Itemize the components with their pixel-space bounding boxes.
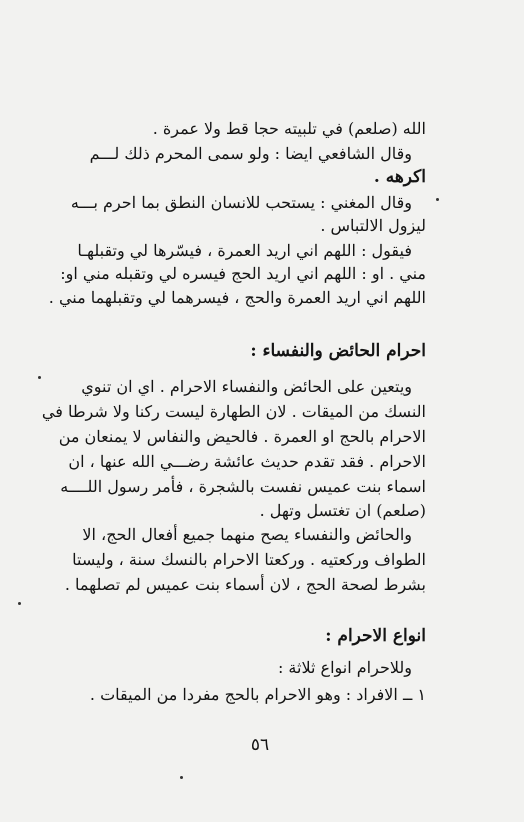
text-line: اللهم اني اريد العمرة والحج ، فيسرهما لي وتقبلهما مني . bbox=[48, 288, 426, 307]
print-speck bbox=[436, 198, 439, 201]
text-line: النسك من الميقات . لان الطهارة ليست ركنا ولا شرطا في bbox=[41, 402, 426, 421]
text-line: وللاحرام انواع ثلاثة : bbox=[277, 658, 412, 677]
text-line: (صلعم) ان تغتسل وتهل . bbox=[259, 501, 426, 520]
text-line: وقال الشافعي ايضا : ولو سمى المحرم ذلك لـــم bbox=[89, 144, 412, 163]
text-line: ليزول الالتباس . bbox=[320, 216, 426, 235]
text-line: مني . او : اللهم اني اريد الحج فيسره لي وتقبله مني او: bbox=[60, 264, 426, 283]
text-line: الطواف وركعتيه . وركعتا الاحرام بالنسك سنة ، وليستا bbox=[72, 550, 426, 569]
text-line: ويتعين على الحائض والنفساء الاحرام . اي ان تنوي bbox=[81, 377, 412, 396]
text-line: بشرط لصحة الحج ، لان أسماء بنت عميس لم تصلهما . bbox=[64, 575, 426, 594]
page-number: ٥٦ bbox=[250, 735, 270, 755]
text-line: الاحرام بالحج او العمرة . فالحيض والنفاس لا يمنعان من bbox=[58, 427, 426, 446]
text-line: اسماء بنت عميس نفست بالشجرة ، فأمر رسول اللــــه bbox=[60, 477, 426, 496]
text-line: الاحرام . فقد تقدم حديث عائشة رضـــي الله عنها ، ان bbox=[68, 452, 426, 471]
text-line: الله (صلعم) في تلبيته حجا قط ولا عمرة . bbox=[152, 119, 426, 138]
print-speck bbox=[18, 602, 21, 605]
print-speck bbox=[180, 776, 183, 779]
text-line: ١ ــ الافراد : وهو الاحرام بالحج مفردا من الميقات . bbox=[89, 685, 426, 704]
section-heading: انواع الاحرام : bbox=[325, 626, 426, 646]
text-line: اكرهه . bbox=[373, 167, 426, 187]
section-heading: احرام الحائض والنفساء : bbox=[250, 341, 426, 361]
print-speck bbox=[38, 376, 41, 379]
text-line: وقال المغني : يستحب للانسان النطق بما احرم بـــه bbox=[70, 193, 412, 212]
text-line: فيقول : اللهم اني اريد العمرة ، فيسّرها لي وتقبلهـا bbox=[77, 241, 412, 260]
text-line: والحائض والنفساء يصح منهما جميع أفعال الحج، الا bbox=[82, 525, 412, 544]
